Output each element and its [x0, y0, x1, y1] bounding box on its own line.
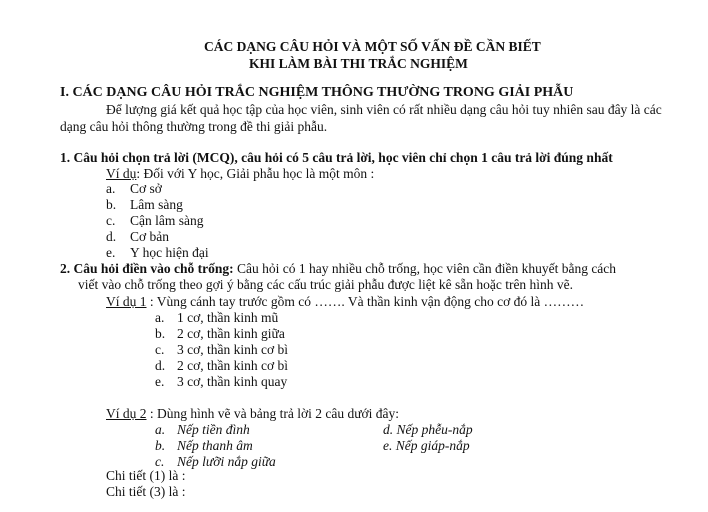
q2-ex2-option [383, 423, 473, 437]
q2-ex1-option [155, 375, 287, 389]
q1-option-text: Lâm sàng [130, 197, 183, 212]
q2-ex1-option [155, 327, 285, 341]
q1-option-text: Cơ sở [130, 181, 162, 196]
q2-example2 [106, 407, 399, 421]
q1-heading: 1. Câu hỏi chọn trả lời (MCQ), câu hỏi có 5 câu trả lời, học viên chỉ chọn 1 câu trả lời đúng nhất [60, 150, 613, 165]
detail-question-3: Chi tiết (3) là : [106, 484, 186, 499]
q2-example2-text: : Dùng hình vẽ và bảng trả lời 2 câu dưới đây: [146, 406, 400, 421]
q2-ex2-option-text: Nếp lưỡi nắp giữa [177, 454, 276, 469]
q2-ex1-option [155, 343, 288, 357]
q2-ex1-option-text: 3 cơ, thần kinh quay [177, 374, 288, 389]
q2-ex2-option-letter: a. [155, 422, 166, 437]
document-title-line2: KHI LÀM BÀI THI TRẮC NGHIỆM [249, 56, 468, 71]
q2-ex1-option-letter: b. [155, 326, 166, 341]
q1-option [106, 214, 204, 228]
q2-ex1-option-text: 1 cơ, thần kinh mũ [177, 310, 279, 325]
q2-ex2-option-text: Nếp phễu-nắp [396, 422, 473, 437]
q2-example1-text: : Vùng cánh tay trước gồm có ……. Và thần kinh vận động cho cơ đó là ……… [146, 294, 585, 309]
section-heading: I. CÁC DẠNG CÂU HỎI TRẮC NGHIỆM THÔNG THƯỜNG TRONG GIẢI PHẪU [60, 85, 574, 100]
q2-heading-line2: viết vào chỗ trống theo gợi ý bằng các cấu trúc giải phẫu được liệt kê sẵn hoặc trên hình vẽ. [78, 277, 574, 292]
q2-ex2-option-text: Nếp giáp-nắp [395, 438, 470, 453]
q2-ex2-option-letter: b. [155, 438, 166, 453]
q1-example-label: Ví dụ [106, 166, 137, 181]
q2-ex2-option-letter: c. [155, 454, 165, 469]
q2-heading-title: 2. Câu hỏi điền vào chỗ trống: [60, 261, 234, 276]
q1-option-letter: a. [106, 181, 116, 196]
q2-ex1-option-letter: e. [155, 374, 165, 389]
q1-option-letter: b. [106, 197, 117, 212]
q1-example [106, 167, 374, 181]
q1-option [106, 246, 209, 260]
q2-example1-label: Ví dụ 1 [106, 294, 147, 309]
q2-ex1-option-letter: c. [155, 342, 165, 357]
q2-ex1-option-letter: a. [155, 310, 165, 325]
q1-example-text: : Đối với Y học, Giải phẫu học là một môn : [136, 166, 375, 181]
q1-option-letter: c. [106, 213, 116, 228]
intro-text-line1: Để lượng giá kết quả học tập của học viên, sinh viên có rất nhiều dạng câu hỏi tuy nhiên sau đây là các [106, 102, 662, 117]
q1-option-text: Y học hiện đại [130, 245, 209, 260]
q2-example1 [106, 295, 584, 309]
q2-ex1-option [155, 359, 288, 373]
intro-text-line2: dạng câu hỏi thông thường trong đề thi giải phẫu. [60, 119, 328, 134]
q2-example2-label: Ví dụ 2 [106, 406, 147, 421]
q2-ex2-option-letter: e. [383, 438, 393, 453]
q2-ex2-option-text: Nếp thanh âm [177, 438, 253, 453]
q1-option [106, 198, 183, 212]
q1-option-text: Cận lâm sàng [130, 213, 204, 228]
q2-heading-description: Câu hỏi có 1 hay nhiều chỗ trống, học viên cần điền khuyết bằng cách [233, 261, 617, 276]
q1-option-letter: e. [106, 245, 116, 260]
q2-ex2-option-letter: d. [383, 422, 394, 437]
document-title-line1: CÁC DẠNG CÂU HỎI VÀ MỘT SỐ VẤN ĐỀ CẦN BIẾT [204, 39, 541, 54]
q1-option [106, 230, 169, 244]
q2-ex2-option [383, 439, 470, 453]
q1-option-text: Cơ bản [130, 229, 170, 244]
q1-option [106, 182, 162, 196]
q2-ex1-option [155, 311, 278, 325]
q2-ex1-option-text: 2 cơ, thần kinh giữa [177, 326, 285, 341]
q2-ex1-option-text: 3 cơ, thần kinh cơ bì [177, 342, 289, 357]
q2-ex2-option [155, 455, 276, 469]
q2-heading [60, 262, 616, 276]
q2-ex2-option [155, 439, 253, 453]
q2-ex1-option-text: 2 cơ, thần kinh cơ bì [177, 358, 289, 373]
q2-ex2-option-text: Nếp tiền đình [177, 422, 250, 437]
q2-ex2-option [155, 423, 250, 437]
detail-question-1: Chi tiết (1) là : [106, 468, 186, 483]
q1-option-letter: d. [106, 229, 117, 244]
q2-ex1-option-letter: d. [155, 358, 166, 373]
